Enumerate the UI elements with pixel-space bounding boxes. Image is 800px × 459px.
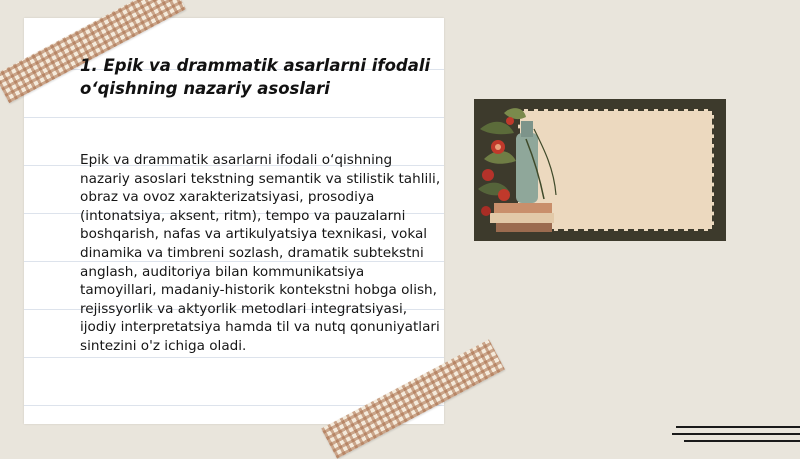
vintage-flowers-books-icon <box>474 99 726 241</box>
slide-title: 1. Epik va drammatik asarlarni ifodali o‘qishning nazariy asoslari <box>80 56 431 98</box>
decorative-lines <box>672 424 800 444</box>
slide-body-text: Epik va drammatik asarlarni ifodali o‘qishning nazariy asoslari tekstning semantik va stilistik tahlili, obraz va ovoz xarakterizatsiyasi, prosodiya (intonatsiya, aksent, ritm), tempo va pauzalarni boshqarish, nafas va artikulyatsiya texnikasi, vokal dinamika va timbreni sozlash, dramatik subtekstni anglash, auditoriya bilan kommunikatsiya tamoyillari, madaniy-historik kontekstni hobga olish, rejissyorlik va aktyorlik metodlari integratsiyasi, ijodiy interpretatsiya hamda til va nutq qonuniyatlari sintezini o'z ichiga oladi. <box>80 152 441 354</box>
vintage-picture <box>474 99 726 241</box>
